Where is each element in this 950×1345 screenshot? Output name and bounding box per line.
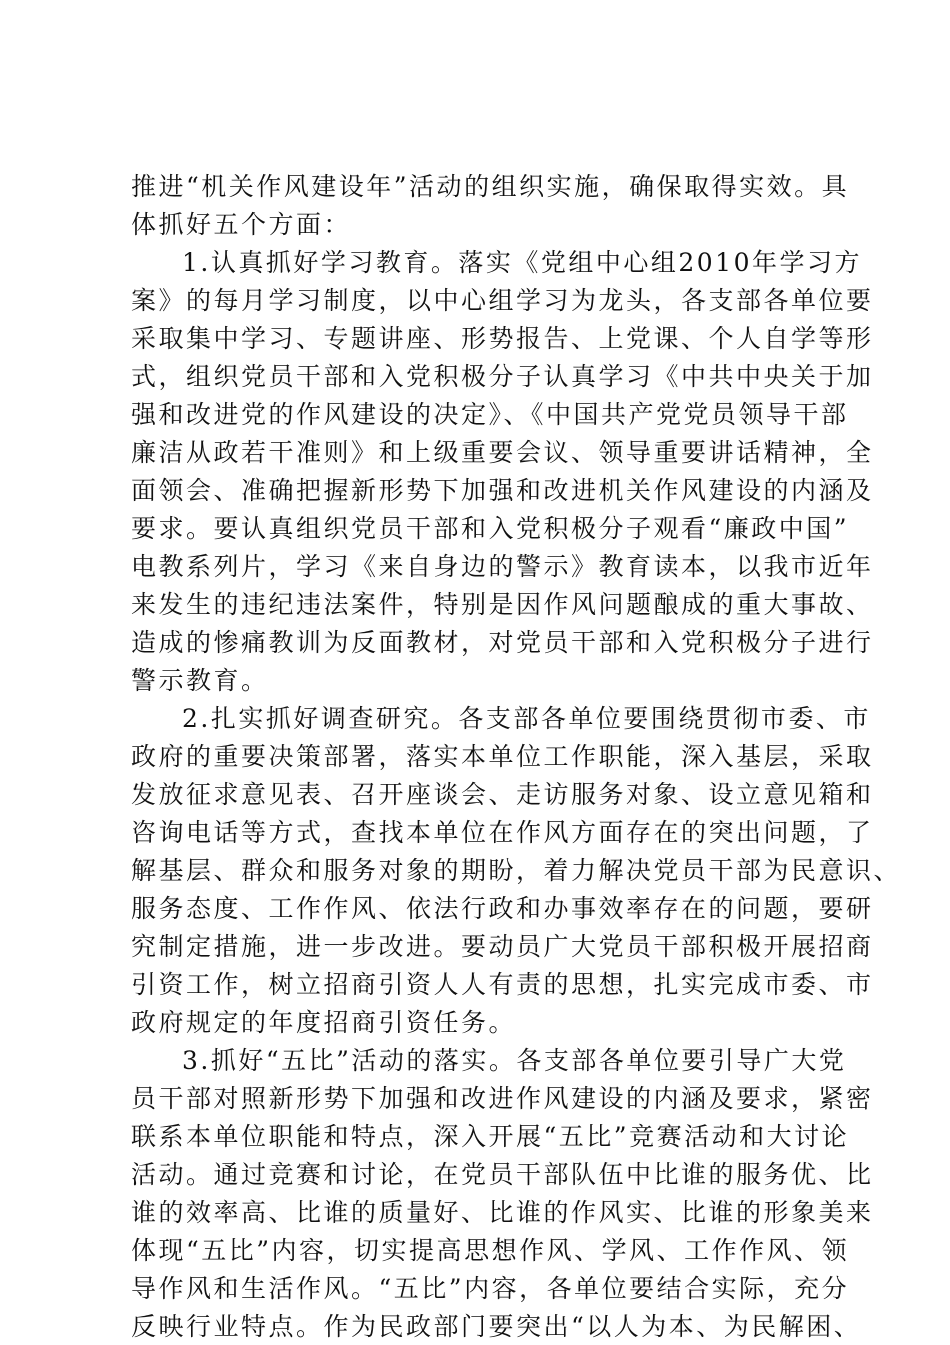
text-line bbox=[0, 1080, 950, 1117]
text-line bbox=[0, 1270, 950, 1307]
text-line bbox=[0, 510, 950, 547]
text-line bbox=[0, 1194, 950, 1231]
line-text: 反映行业特点。作为民政部门要突出“以人为本、为民解困、 bbox=[131, 1312, 862, 1341]
text-line bbox=[0, 966, 950, 1003]
line-text: 服务态度、工作作风、依法行政和办事效率存在的问题，要研 bbox=[131, 894, 874, 923]
line-text: 引资工作，树立招商引资人人有责的思想，扎实完成市委、市 bbox=[131, 970, 874, 999]
line-text: 强和改进党的作风建设的决定》、《中国共产党党员领导干部 bbox=[131, 400, 849, 429]
text-line bbox=[0, 700, 950, 737]
line-text: 究制定措施，进一步改进。要动员广大党员干部积极开展招商 bbox=[131, 932, 874, 961]
line-text: 政府规定的年度招商引资任务。 bbox=[131, 1008, 517, 1037]
line-text: 导作风和生活作风。“五比”内容，各单位要结合实际，充分 bbox=[131, 1274, 850, 1303]
text-line bbox=[0, 206, 950, 243]
line-text: 造成的惨痛教训为反面教材，对党员干部和入党积极分子进行 bbox=[131, 628, 874, 657]
text-line bbox=[0, 168, 950, 205]
line-text: 体现“五比”内容，切实提高思想作风、学风、工作作风、领 bbox=[131, 1236, 850, 1265]
line-text: 警示教育。 bbox=[131, 666, 269, 695]
text-line bbox=[0, 282, 950, 319]
text-line bbox=[0, 852, 950, 889]
text-line bbox=[0, 814, 950, 851]
text-line bbox=[0, 358, 950, 395]
text-line bbox=[0, 662, 950, 699]
text-line bbox=[0, 738, 950, 775]
line-text: 案》的每月学习制度，以中心组学习为龙头，各支部各单位要 bbox=[131, 286, 874, 315]
text-line bbox=[0, 320, 950, 357]
text-line bbox=[0, 472, 950, 509]
line-text: 推进“机关作风建设年”活动的组织实施，确保取得实效。具 bbox=[131, 172, 850, 201]
text-line bbox=[0, 1156, 950, 1193]
line-text: 2.扎实抓好调查研究。各支部各单位要围绕贯彻市委、市 bbox=[182, 704, 871, 733]
text-line bbox=[0, 1308, 950, 1345]
text-line bbox=[0, 548, 950, 585]
line-text: 咨询电话等方式，查找本单位在作风方面存在的突出问题，了 bbox=[131, 818, 874, 847]
line-text: 廉洁从政若干准则》和上级重要会议、领导重要讲话精神，全 bbox=[131, 438, 874, 467]
line-text: 政府的重要决策部署，落实本单位工作职能，深入基层，采取 bbox=[131, 742, 874, 771]
text-line bbox=[0, 586, 950, 623]
line-text: 解基层、群众和服务对象的期盼，着力解决党员干部为民意识、 bbox=[131, 856, 902, 885]
text-line bbox=[0, 396, 950, 433]
line-text: 采取集中学习、专题讲座、形势报告、上党课、个人自学等形 bbox=[131, 324, 874, 353]
line-text: 谁的效率高、比谁的质量好、比谁的作风实、比谁的形象美来 bbox=[131, 1198, 874, 1227]
text-line bbox=[0, 624, 950, 661]
text-line bbox=[0, 244, 950, 281]
text-line bbox=[0, 1004, 950, 1041]
line-text: 联系本单位职能和特点，深入开展“五比”竞赛活动和大讨论 bbox=[131, 1122, 850, 1151]
line-text: 面领会、准确把握新形势下加强和改进机关作风建设的内涵及 bbox=[131, 476, 874, 505]
text-line bbox=[0, 1042, 950, 1079]
line-text: 式，组织党员干部和入党积极分子认真学习《中共中央关于加 bbox=[131, 362, 874, 391]
line-text: 3.抓好“五比”活动的落实。各支部各单位要引导广大党 bbox=[182, 1046, 847, 1075]
line-text: 电教系列片，学习《来自身边的警示》教育读本，以我市近年 bbox=[131, 552, 874, 581]
line-text: 员干部对照新形势下加强和改进作风建设的内涵及要求，紧密 bbox=[131, 1084, 874, 1113]
text-line bbox=[0, 776, 950, 813]
line-text: 1.认真抓好学习教育。落实《党组中心组2010年学习方 bbox=[182, 248, 862, 277]
text-line bbox=[0, 1118, 950, 1155]
line-text: 要求。要认真组织党员干部和入党积极分子观看“廉政中国” bbox=[131, 514, 850, 543]
line-text: 发放征求意见表、召开座谈会、走访服务对象、设立意见箱和 bbox=[131, 780, 874, 809]
line-text: 来发生的违纪违法案件，特别是因作风问题酿成的重大事故、 bbox=[131, 590, 874, 619]
line-text: 活动。通过竞赛和讨论，在党员干部队伍中比谁的服务优、比 bbox=[131, 1160, 874, 1189]
line-text: 体抓好五个方面： bbox=[131, 210, 352, 239]
text-line bbox=[0, 890, 950, 927]
text-line bbox=[0, 434, 950, 471]
text-line bbox=[0, 928, 950, 965]
text-line bbox=[0, 1232, 950, 1269]
